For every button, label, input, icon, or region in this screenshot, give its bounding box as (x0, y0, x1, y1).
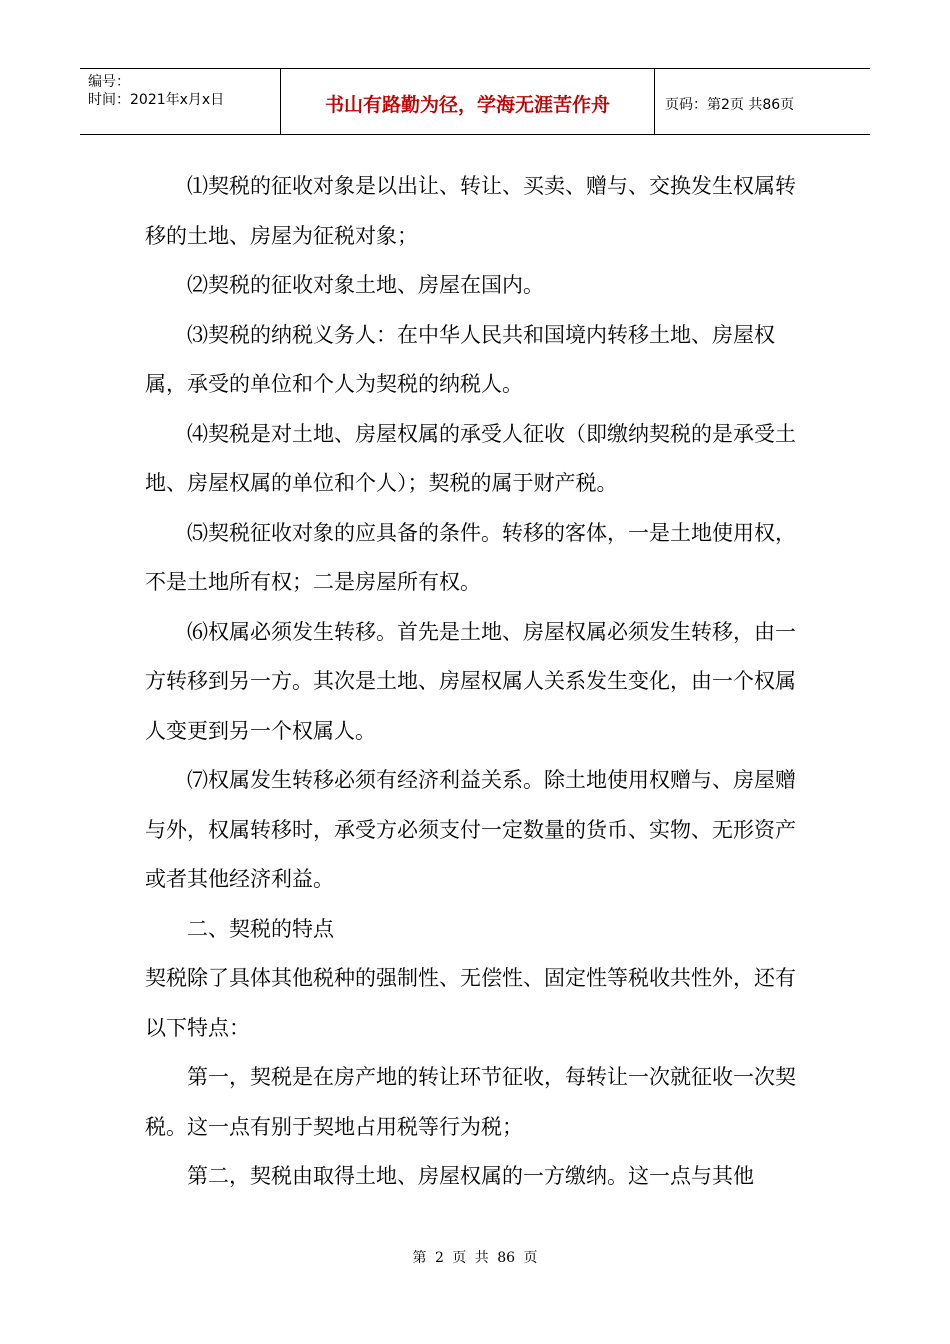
paragraph-10: 第二，契税由取得土地、房屋权属的一方缴纳。这一点与其他 (187, 1164, 754, 1188)
paragraph-5: ⑸契税征收对象的应具备的条件。转移的客体，一是土地使用权，不是土地所有权；二是房屋所有权。 (145, 520, 796, 594)
paragraph-9: 第一，契税是在房产地的转让环节征收，每转让一次就征收一次契税。这一点有别于契地占用税等行为税； (145, 1065, 796, 1139)
paragraph-8: 契税除了具体其他税种的强制性、无偿性、固定性等税收共性外，还有以下特点： (145, 966, 796, 1040)
paragraph-6: ⑹权属必须发生转移。首先是土地、房屋权属必须发生转移，由一方转移到另一方。其次是土地、房屋权属人关系发生变化，由一个权属人变更到另一个权属人。 (145, 619, 796, 743)
page-footer: 第 2 页 共 86 页 (412, 1250, 538, 1266)
section-heading: 二、契税的特点 (187, 916, 334, 941)
paragraph-1: ⑴契税的征收对象是以出让、转让、买卖、赠与、交换发生权属转移的土地、房屋为征税对象； (145, 174, 796, 248)
paragraph-2: ⑵契税的征收对象土地、房屋在国内。 (187, 273, 544, 297)
paragraph-4: ⑷契税是对土地、房屋权属的承受人征收（即缴纳契税的是承受土地、房屋权属的单位和个人）；契税的属于财产税。 (145, 421, 796, 495)
header-page-number: 页码：第2页 共86页 (665, 96, 795, 113)
page-header (80, 68, 870, 135)
date-label: 时间：2021年x月x日 (88, 92, 225, 108)
paragraph-3: ⑶契税的纳税义务人：在中华人民共和国境内转移土地、房屋权属，承受的单位和个人为契税的纳税人。 (145, 322, 775, 396)
header-motto: 书山有路勤为径，学海无涯苦作舟 (281, 69, 655, 134)
serial-number-label: 编号： (88, 74, 130, 90)
paragraph-7: ⑺权属发生转移必须有经济利益关系。除土地使用权赠与、房屋赠与外，权属转移时，承受方必须支付一定数量的货币、实物、无形资产或者其他经济利益。 (145, 768, 796, 891)
document-body (145, 162, 815, 1202)
header-meta (80, 69, 281, 134)
